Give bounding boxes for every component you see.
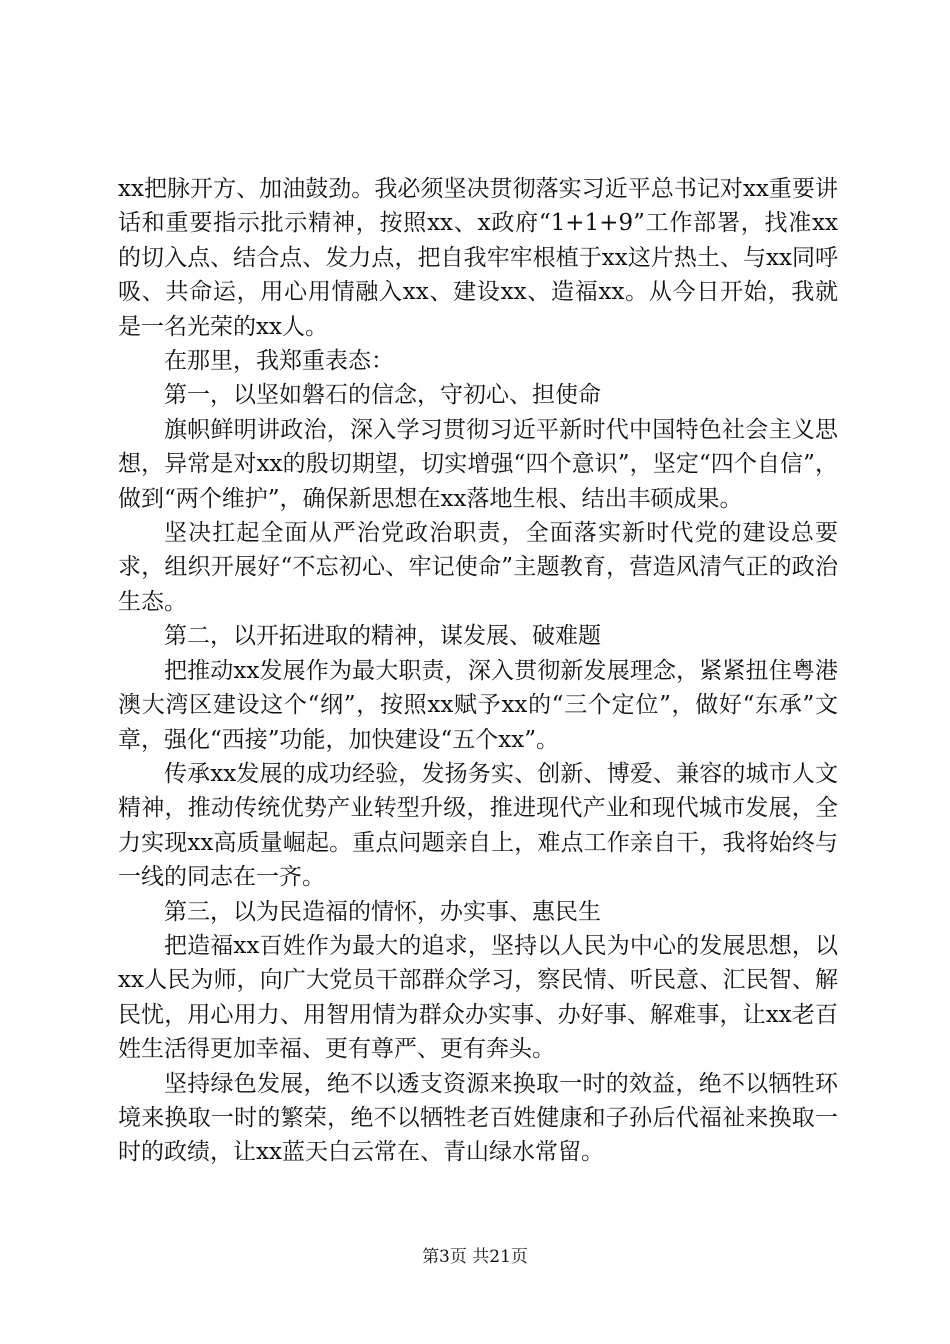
page-number-footer: 第3页 共21页	[422, 1247, 528, 1267]
paragraph-8: 传承xx发展的成功经验，发扬务实、创新、博爱、兼容的城市人文精神，推动传统优势产业转型升级，推进现代产业和现代城市发展，全力实现xx高质量崛起。重点问题亲自上，难点工作亲自干，我将始终与一线的同志在一齐。	[118, 760, 838, 891]
section-heading-3: 第三，以为民造福的情怀，办实事、惠民生	[164, 898, 601, 925]
paragraph-2: 在那里，我郑重表态：	[164, 348, 394, 375]
section-heading-2: 第二，以开拓进取的精神，谋发展、破难题	[164, 623, 601, 650]
section-heading-1: 第一，以坚如磐石的信念，守初心、担使命	[164, 382, 601, 409]
document-body	[118, 172, 838, 1170]
paragraph-10: 把造福xx百姓作为最大的追求，坚持以人民为中心的发展思想，以xx人民为师，向广大党员干部群众学习，察民情、听民意、汇民智、解民忧，用心用力、用智用情为群众办实事、办好事、解难事，让xx老百姓生活得更加幸福、更有尊严、更有奔头。	[118, 932, 838, 1063]
paragraph-11: 坚持绿色发展，绝不以透支资源来换取一时的效益，绝不以牺牲环境来换取一时的繁荣，绝不以牺牲老百姓健康和子孙后代福祉来换取一时的政绩，让xx蓝天白云常在、青山绿水常留。	[118, 1070, 838, 1166]
paragraph-1: xx把脉开方、加油鼓劲。我必须坚决贯彻落实习近平总书记对xx重要讲话和重要指示批示精神，按照xx、x政府“1+1+9”工作部署，找准xx的切入点、结合点、发力点，把自我牢牢根植于xx这片热土、与xx同呼吸、共命运，用心用情融入xx、建设xx、造福xx。从今日开始，我就是一名光荣的xx人。	[118, 176, 838, 340]
paragraph-5: 坚决扛起全面从严治党政治职责，全面落实新时代党的建设总要求，组织开展好“不忘初心、牢记使命”主题教育，营造风清气正的政治生态。	[118, 520, 838, 615]
paragraph-7: 把推动xx发展作为最大职责，深入贯彻新发展理念，紧紧扭住粤港澳大湾区建设这个“纲”，按照xx赋予xx的“三个定位”，做好“东承”文章，强化“西接”功能，加快建设“五个xx”。	[118, 657, 838, 753]
paragraph-4: 旗帜鲜明讲政治，深入学习贯彻习近平新时代中国特色社会主义思想，异常是对xx的殷切期望，切实增强“四个意识”，坚定“四个自信”，做到“两个维护”，确保新思想在xx落地生根、结出丰硕成果。	[118, 416, 838, 512]
